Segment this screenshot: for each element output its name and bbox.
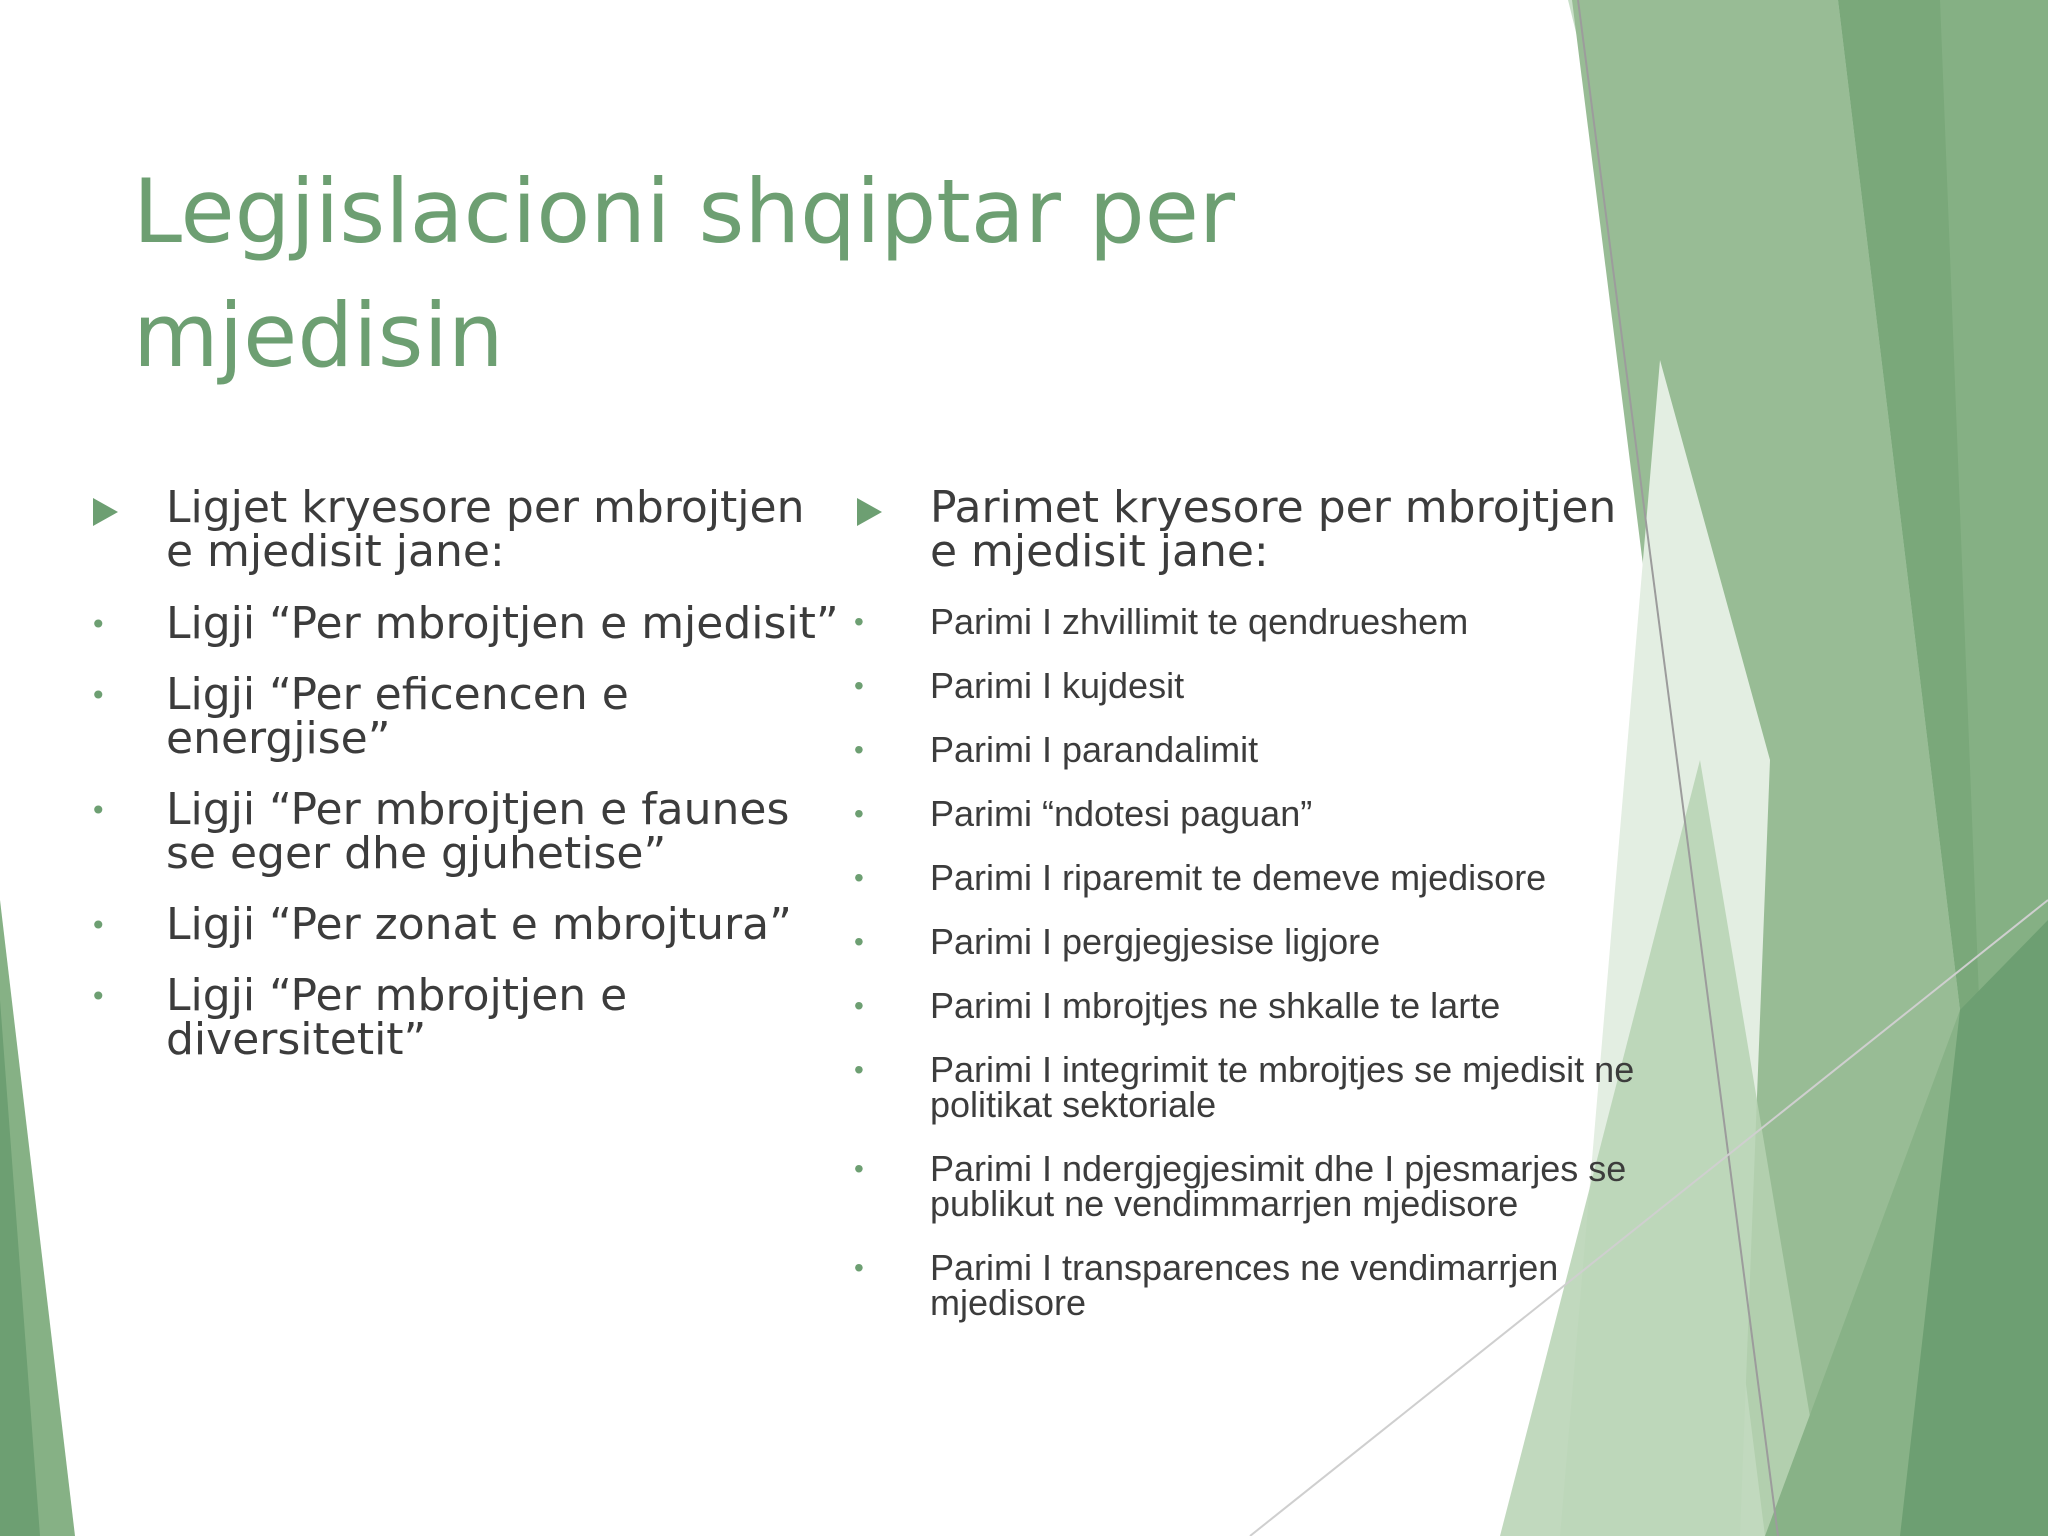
list-item-text: Parimi I pergjegjesise ligjore bbox=[930, 921, 1381, 962]
list-item bbox=[848, 1148, 1648, 1224]
list-item bbox=[84, 899, 844, 950]
left-column-heading bbox=[84, 482, 844, 577]
list-item-text: Ligji “Per mbrojtjen e faunes se eger dhe gjuhetise” bbox=[166, 784, 790, 879]
bullet-dot-icon: • bbox=[854, 1252, 864, 1283]
slide-title: Legjislacioni shqiptar per mjedisin bbox=[133, 160, 1236, 387]
left-heading-text: Ligjet kryesore per mbrojtjen e mjedisit jane: bbox=[166, 482, 805, 577]
list-item-text: Ligji “Per zonat e mbrojtura” bbox=[166, 899, 792, 950]
list-item-text: Parimi I transparences ne vendimarrjen mjedisore bbox=[930, 1247, 1559, 1323]
left-column-list bbox=[84, 482, 844, 1089]
list-item-text: Parimi I integrimit te mbrojtjes se mjedisit ne politikat sektoriale bbox=[930, 1049, 1635, 1125]
list-item bbox=[84, 598, 844, 649]
triangle-bullet-icon bbox=[93, 498, 118, 526]
list-item bbox=[848, 601, 1648, 642]
list-item-text: Parimi I ndergjegjesimit dhe I pjesmarjes se publikut ne vendimmarrjen mjedisore bbox=[930, 1148, 1627, 1224]
list-item-text: Parimi I parandalimit bbox=[930, 729, 1259, 770]
list-item bbox=[848, 1049, 1648, 1125]
bullet-dot-icon: • bbox=[854, 990, 864, 1021]
bullet-dot-icon: • bbox=[854, 670, 864, 701]
list-item-text: Ligji “Per mbrojtjen e diversitetit” bbox=[166, 970, 628, 1065]
list-item bbox=[848, 1247, 1648, 1323]
list-item bbox=[848, 921, 1648, 962]
triangle-bullet-icon bbox=[857, 498, 882, 526]
bullet-dot-icon: • bbox=[854, 1054, 864, 1085]
bullet-dot-icon: • bbox=[90, 909, 107, 942]
list-item bbox=[84, 784, 844, 879]
right-heading-text: Parimet kryesore per mbrojtjen e mjedisit jane: bbox=[930, 482, 1617, 577]
list-item-text: Parimi I riparemit te demeve mjedisore bbox=[930, 857, 1547, 898]
list-item-text: Ligji “Per eficencen e energjise” bbox=[166, 669, 629, 764]
list-item bbox=[848, 665, 1648, 706]
right-column-list bbox=[848, 482, 1648, 1349]
bullet-dot-icon: • bbox=[90, 679, 107, 712]
list-item-text: Ligji “Per mbrojtjen e mjedisit” bbox=[166, 598, 839, 649]
bullet-dot-icon: • bbox=[854, 606, 864, 637]
list-item bbox=[84, 970, 844, 1065]
bullet-dot-icon: • bbox=[90, 980, 107, 1013]
list-item bbox=[84, 669, 844, 764]
bullet-dot-icon: • bbox=[854, 1153, 864, 1184]
right-column-heading bbox=[848, 482, 1648, 577]
list-item bbox=[848, 729, 1648, 770]
bullet-dot-icon: • bbox=[854, 798, 864, 829]
bullet-dot-icon: • bbox=[854, 862, 864, 893]
list-item bbox=[848, 793, 1648, 834]
list-item-text: Parimi I zhvillimit te qendrueshem bbox=[930, 601, 1469, 642]
bullet-dot-icon: • bbox=[90, 794, 107, 827]
list-item-text: Parimi I kujdesit bbox=[930, 665, 1185, 706]
list-item-text: Parimi “ndotesi paguan” bbox=[930, 793, 1313, 834]
bullet-dot-icon: • bbox=[854, 926, 864, 957]
list-item bbox=[848, 857, 1648, 898]
bullet-dot-icon: • bbox=[90, 608, 107, 641]
list-item bbox=[848, 985, 1648, 1026]
list-item-text: Parimi I mbrojtjes ne shkalle te larte bbox=[930, 985, 1501, 1026]
bullet-dot-icon: • bbox=[854, 734, 864, 765]
